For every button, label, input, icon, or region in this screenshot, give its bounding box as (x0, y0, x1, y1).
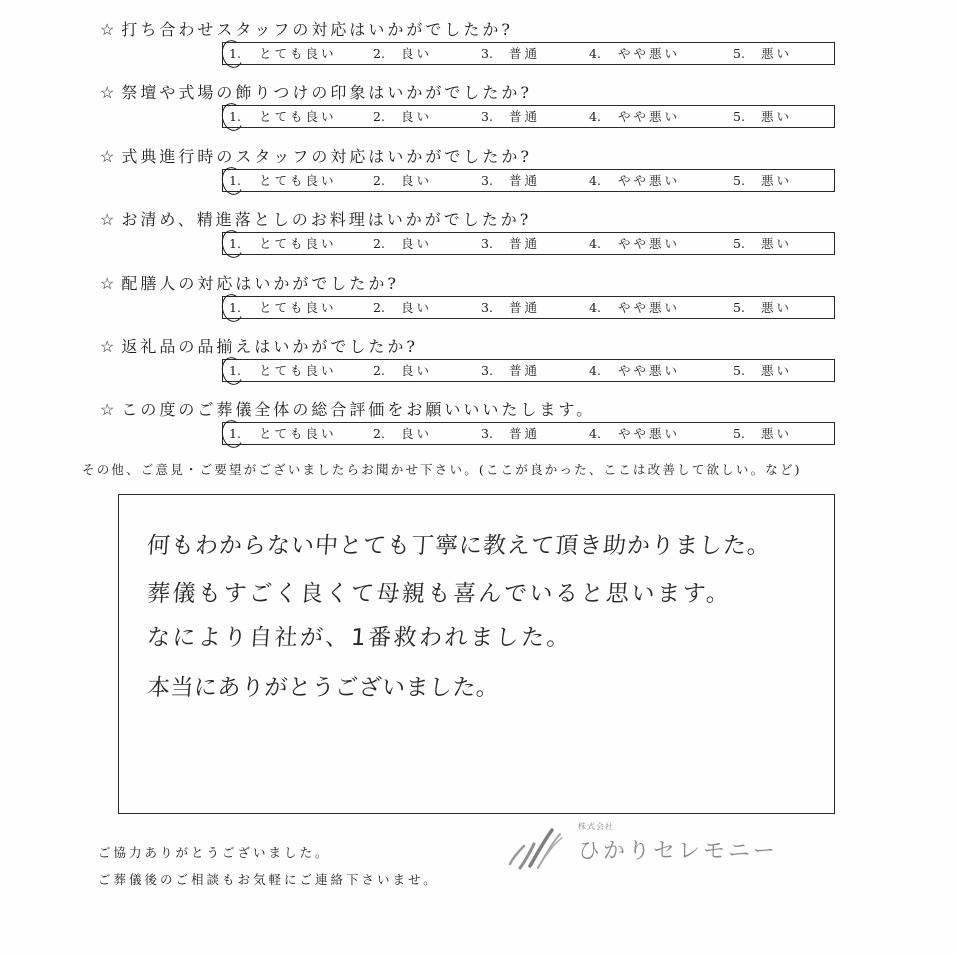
comments-box (118, 494, 835, 814)
rating-option-label: 良い (401, 46, 433, 61)
rating-option-number (373, 363, 385, 379)
rating-option-number-text: 2. (373, 426, 385, 442)
rating-option-label: 普通 (509, 172, 541, 188)
rating-option-number-text: 3. (481, 109, 493, 125)
selection-circle-mark (219, 355, 245, 387)
rating-option-number (481, 236, 493, 252)
selection-circle-mark (219, 228, 245, 260)
rating-option-label: やや悪い (618, 426, 681, 442)
rating-option-number-text: 3. (481, 363, 493, 378)
question-label: 打ち合わせスタッフの対応はいかがでしたか? (121, 20, 513, 39)
rating-scale (222, 422, 835, 445)
rating-option-number (481, 300, 493, 316)
rating-option-number-text: 3. (481, 46, 493, 61)
star-bullet-icon: ☆ (100, 210, 118, 230)
rating-scale (222, 105, 835, 128)
rating-option-number (481, 46, 493, 62)
rating-option-label: 良い (401, 363, 433, 378)
rating-option-number-text: 3. (481, 426, 493, 442)
rating-option-label: やや悪い (618, 363, 681, 378)
rating-option-number (589, 173, 601, 189)
star-bullet-icon: ☆ (100, 400, 118, 420)
rating-option-number-text: 5. (733, 172, 745, 188)
selection-circle-mark (219, 292, 245, 324)
rating-scale (222, 232, 835, 255)
rating-option-label: とても良い (259, 363, 337, 378)
selection-circle-mark (219, 102, 245, 134)
rating-option-number (733, 236, 745, 252)
question-row (0, 20, 956, 70)
rating-option-number (589, 109, 601, 125)
rating-option-number (733, 109, 745, 125)
question-row (0, 400, 956, 450)
rating-option-number (373, 426, 385, 442)
rating-option-number (481, 426, 493, 442)
rating-option-number (373, 46, 385, 62)
footer-contact: ご葬儀後のご相談もお気軽にご連絡下さいませ。 (98, 872, 439, 887)
rating-option-number (733, 363, 745, 379)
rating-option-number (229, 173, 241, 189)
question-text (100, 210, 531, 230)
rating-option-number (733, 300, 745, 316)
rating-scale (222, 169, 835, 192)
rating-option-number-text: 4. (589, 109, 601, 125)
star-bullet-icon: ☆ (100, 337, 118, 356)
rating-option-number (373, 236, 385, 252)
rating-option-label: 普通 (509, 46, 541, 61)
star-bullet-icon: ☆ (100, 273, 118, 293)
rating-option-number-text: 4. (589, 236, 601, 252)
rating-option-label: 悪い (761, 363, 793, 378)
rating-option-number-text: 3. (481, 236, 493, 252)
handwritten-line: なにより自社が、1番救われました。 (146, 625, 574, 651)
question-row (0, 83, 956, 133)
rating-option-label: やや悪い (618, 299, 681, 315)
rating-option-number (229, 300, 241, 316)
rating-option-label: 良い (401, 299, 433, 315)
rating-option-number-text: 2. (373, 172, 385, 188)
rating-option-label: 普通 (509, 363, 541, 378)
rating-option-number (589, 363, 601, 379)
rating-option-number (229, 363, 241, 379)
rating-option-number-text: 1. (229, 109, 241, 125)
rating-option-label: やや悪い (618, 46, 681, 61)
question-text (100, 337, 418, 357)
rating-option-number (229, 109, 241, 125)
rating-option-label: 悪い (761, 172, 793, 188)
question-row (0, 274, 956, 324)
rating-option-number (481, 173, 493, 189)
rating-option-number (373, 300, 385, 316)
logo-caption: 株式会社 (578, 822, 614, 831)
rating-option-number (733, 426, 745, 442)
rating-option-label: 良い (401, 109, 433, 125)
question-label: お清め、精進落としのお料理はいかがでしたか? (121, 210, 532, 230)
star-bullet-icon: ☆ (100, 83, 118, 103)
rating-option-number-text: 5. (733, 299, 745, 315)
question-label: 配膳人の対応はいかがでしたか? (121, 273, 399, 293)
rating-option-number (229, 426, 241, 442)
rating-option-label: 良い (401, 236, 433, 252)
question-text (100, 400, 595, 420)
question-text (100, 83, 532, 103)
rating-option-number-text: 2. (373, 46, 385, 61)
rating-option-label: とても良い (259, 299, 337, 315)
rating-option-number-text: 5. (733, 46, 745, 61)
handwritten-line: 葬儀もすごく良くて母親も喜んでいると思います。 (146, 581, 733, 607)
rating-option-label: 良い (401, 426, 433, 442)
rating-option-label: やや悪い (618, 109, 681, 125)
rating-option-number (373, 109, 385, 125)
rating-option-label: 普通 (509, 236, 541, 252)
rating-option-number-text: 5. (733, 426, 745, 442)
rating-option-label: とても良い (259, 46, 337, 61)
rating-option-label: 悪い (761, 109, 793, 125)
brush-stroke-icon (500, 816, 572, 878)
rating-option-number-text: 4. (589, 299, 601, 315)
question-text (100, 274, 399, 294)
rating-option-label: とても良い (259, 236, 337, 252)
rating-option-number-text: 2. (373, 109, 385, 125)
rating-option-number (589, 236, 601, 252)
company-logo-name: ひかりセレモニー (578, 839, 779, 864)
rating-option-number-text: 1. (229, 426, 241, 442)
rating-option-number-text: 1. (229, 46, 241, 61)
rating-option-number (733, 46, 745, 62)
rating-scale (222, 359, 835, 382)
rating-option-number-text: 1. (229, 299, 241, 315)
rating-option-number (229, 236, 241, 252)
rating-scale (222, 42, 835, 65)
rating-option-number-text: 3. (481, 172, 493, 188)
rating-option-label: 良い (401, 172, 433, 188)
rating-option-number (589, 46, 601, 62)
rating-option-label: とても良い (259, 172, 337, 188)
rating-option-label: 悪い (761, 426, 793, 442)
rating-option-number-text: 5. (733, 109, 745, 125)
question-row (0, 147, 956, 197)
question-label: 式典進行時のスタッフの対応はいかがでしたか? (121, 146, 532, 166)
rating-option-number-text: 2. (373, 363, 385, 378)
rating-option-number-text: 5. (733, 363, 745, 378)
question-label: 返礼品の品揃えはいかがでしたか? (121, 337, 418, 356)
question-row (0, 210, 956, 260)
rating-option-number-text: 2. (373, 236, 385, 252)
handwritten-line: 何もわからない中とても丁寧に教えて頂き助かりました。 (146, 533, 772, 559)
question-text (100, 20, 513, 40)
star-bullet-icon: ☆ (100, 146, 118, 166)
question-label: この度のご葬儀全体の総合評価をお願いいいたします。 (121, 400, 596, 420)
rating-option-label: 悪い (761, 236, 793, 252)
rating-option-number (229, 46, 241, 62)
selection-circle-mark (219, 165, 245, 197)
selection-circle-mark (219, 38, 245, 70)
rating-option-label: 悪い (761, 299, 793, 315)
rating-option-number-text: 4. (589, 426, 601, 442)
rating-option-number-text: 1. (229, 172, 241, 188)
rating-option-label: 普通 (509, 109, 541, 125)
rating-option-number (481, 109, 493, 125)
question-text (100, 147, 532, 167)
comments-prompt: その他、ご意見・ご要望がございましたらお聞かせ下さい。(ここが良かった、ここは改善して欲しい。など) (82, 462, 802, 477)
rating-option-number (373, 173, 385, 189)
star-bullet-icon: ☆ (100, 20, 118, 39)
rating-option-number-text: 5. (733, 236, 745, 252)
rating-option-label: 普通 (509, 426, 541, 442)
question-row (0, 337, 956, 387)
selection-circle-mark (219, 419, 245, 451)
rating-option-label: やや悪い (618, 236, 681, 252)
rating-option-number (589, 300, 601, 316)
rating-option-number-text: 1. (229, 363, 241, 378)
handwritten-line: 本当にありがとうございました。 (146, 675, 501, 701)
rating-option-label: とても良い (259, 109, 337, 125)
rating-option-label: 普通 (509, 299, 541, 315)
question-label: 祭壇や式場の飾りつけの印象はいかがでしたか? (121, 83, 532, 103)
rating-option-label: とても良い (259, 426, 337, 442)
rating-option-label: やや悪い (618, 172, 681, 188)
rating-option-number-text: 4. (589, 363, 601, 378)
rating-option-number (481, 363, 493, 379)
rating-option-label: 悪い (761, 46, 793, 61)
rating-option-number-text: 4. (589, 172, 601, 188)
footer-thanks: ご協力ありがとうございました。 (98, 845, 331, 860)
rating-option-number-text: 1. (229, 236, 241, 252)
rating-option-number (589, 426, 601, 442)
rating-option-number-text: 3. (481, 299, 493, 315)
rating-scale (222, 296, 835, 319)
rating-option-number (733, 173, 745, 189)
rating-option-number-text: 4. (589, 46, 601, 61)
rating-option-number-text: 2. (373, 299, 385, 315)
